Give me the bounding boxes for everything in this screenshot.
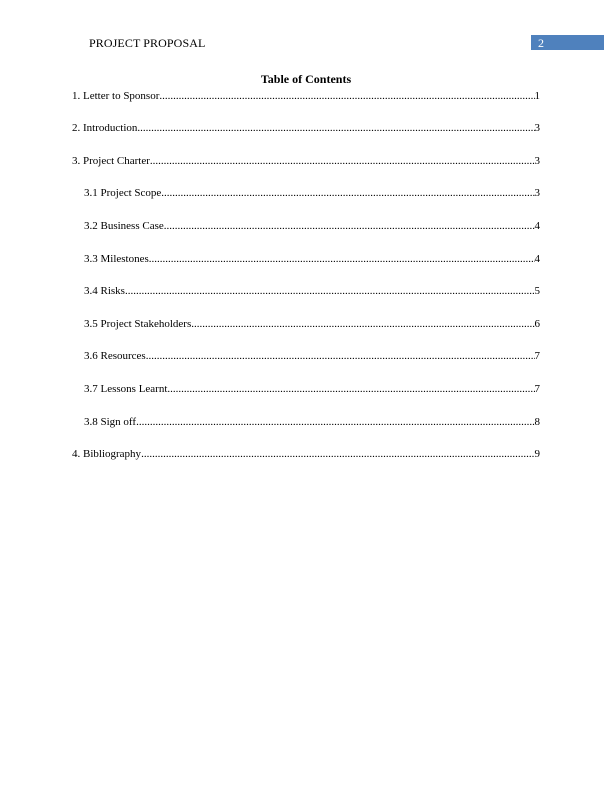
toc-entry-bibliography[interactable] — [72, 447, 540, 461]
toc-entry-letter-to-sponsor[interactable] — [72, 89, 540, 103]
toc-entry-introduction[interactable] — [72, 121, 540, 135]
toc-entry-label: 3.4 Risks — [84, 285, 125, 297]
toc-entry-label: 3.1 Project Scope — [84, 187, 162, 199]
toc-entry-resources[interactable] — [84, 349, 540, 363]
toc-entry-page: 1 — [534, 90, 540, 102]
toc-dot-leader — [161, 186, 534, 200]
toc-entry-label: 1. Letter to Sponsor — [72, 90, 160, 102]
toc-entry-project-scope[interactable] — [84, 186, 540, 200]
toc-entry-lessons-learnt[interactable] — [84, 382, 540, 396]
toc-entry-label: 3.7 Lessons Learnt — [84, 383, 168, 395]
page-number: 2 — [538, 36, 544, 50]
toc-entry-page: 4 — [534, 220, 540, 232]
toc-entry-label: 3.5 Project Stakeholders — [84, 318, 192, 330]
toc-entry-page: 9 — [534, 448, 540, 460]
toc-dot-leader — [141, 447, 534, 461]
toc-dot-leader — [125, 284, 535, 298]
toc-entry-page: 8 — [534, 416, 540, 428]
toc-entry-risks[interactable] — [84, 284, 540, 298]
toc-entry-page: 7 — [534, 350, 540, 362]
toc-entry-sign-off[interactable] — [84, 415, 540, 429]
toc-dot-leader — [191, 317, 534, 331]
toc-dot-leader — [164, 219, 535, 233]
toc-entry-business-case[interactable] — [84, 219, 540, 233]
toc-dot-leader — [159, 89, 534, 103]
toc-dot-leader — [146, 349, 535, 363]
toc-entry-label: 3. Project Charter — [72, 155, 150, 167]
toc-entry-page: 3 — [534, 122, 540, 134]
header-title: PROJECT PROPOSAL — [89, 36, 206, 50]
toc-entry-label: 3.6 Resources — [84, 350, 146, 362]
toc-entry-page: 6 — [534, 318, 540, 330]
toc-entry-project-stakeholders[interactable] — [84, 317, 540, 331]
toc-entry-page: 3 — [534, 187, 540, 199]
toc-entry-page: 3 — [534, 155, 540, 167]
toc-heading: Table of Contents — [260, 72, 352, 86]
toc-entry-page: 5 — [534, 285, 540, 297]
toc-entry-label: 2. Introduction — [72, 122, 138, 134]
toc-entry-label: 3.2 Business Case — [84, 220, 164, 232]
toc-entry-page: 4 — [534, 253, 540, 265]
toc-entry-label: 3.3 Milestones — [84, 253, 149, 265]
page-number-box — [531, 35, 604, 50]
toc-entry-label: 4. Bibliography — [72, 448, 142, 460]
toc-entry-label: 3.8 Sign off — [84, 416, 137, 428]
toc-dot-leader — [149, 252, 535, 266]
toc-entry-project-charter[interactable] — [72, 154, 540, 168]
toc-dot-leader — [137, 121, 534, 135]
toc-dot-leader — [150, 154, 535, 168]
toc-entry-page: 7 — [534, 383, 540, 395]
toc-entry-milestones[interactable] — [84, 252, 540, 266]
toc-dot-leader — [136, 415, 534, 429]
toc-dot-leader — [167, 382, 534, 396]
